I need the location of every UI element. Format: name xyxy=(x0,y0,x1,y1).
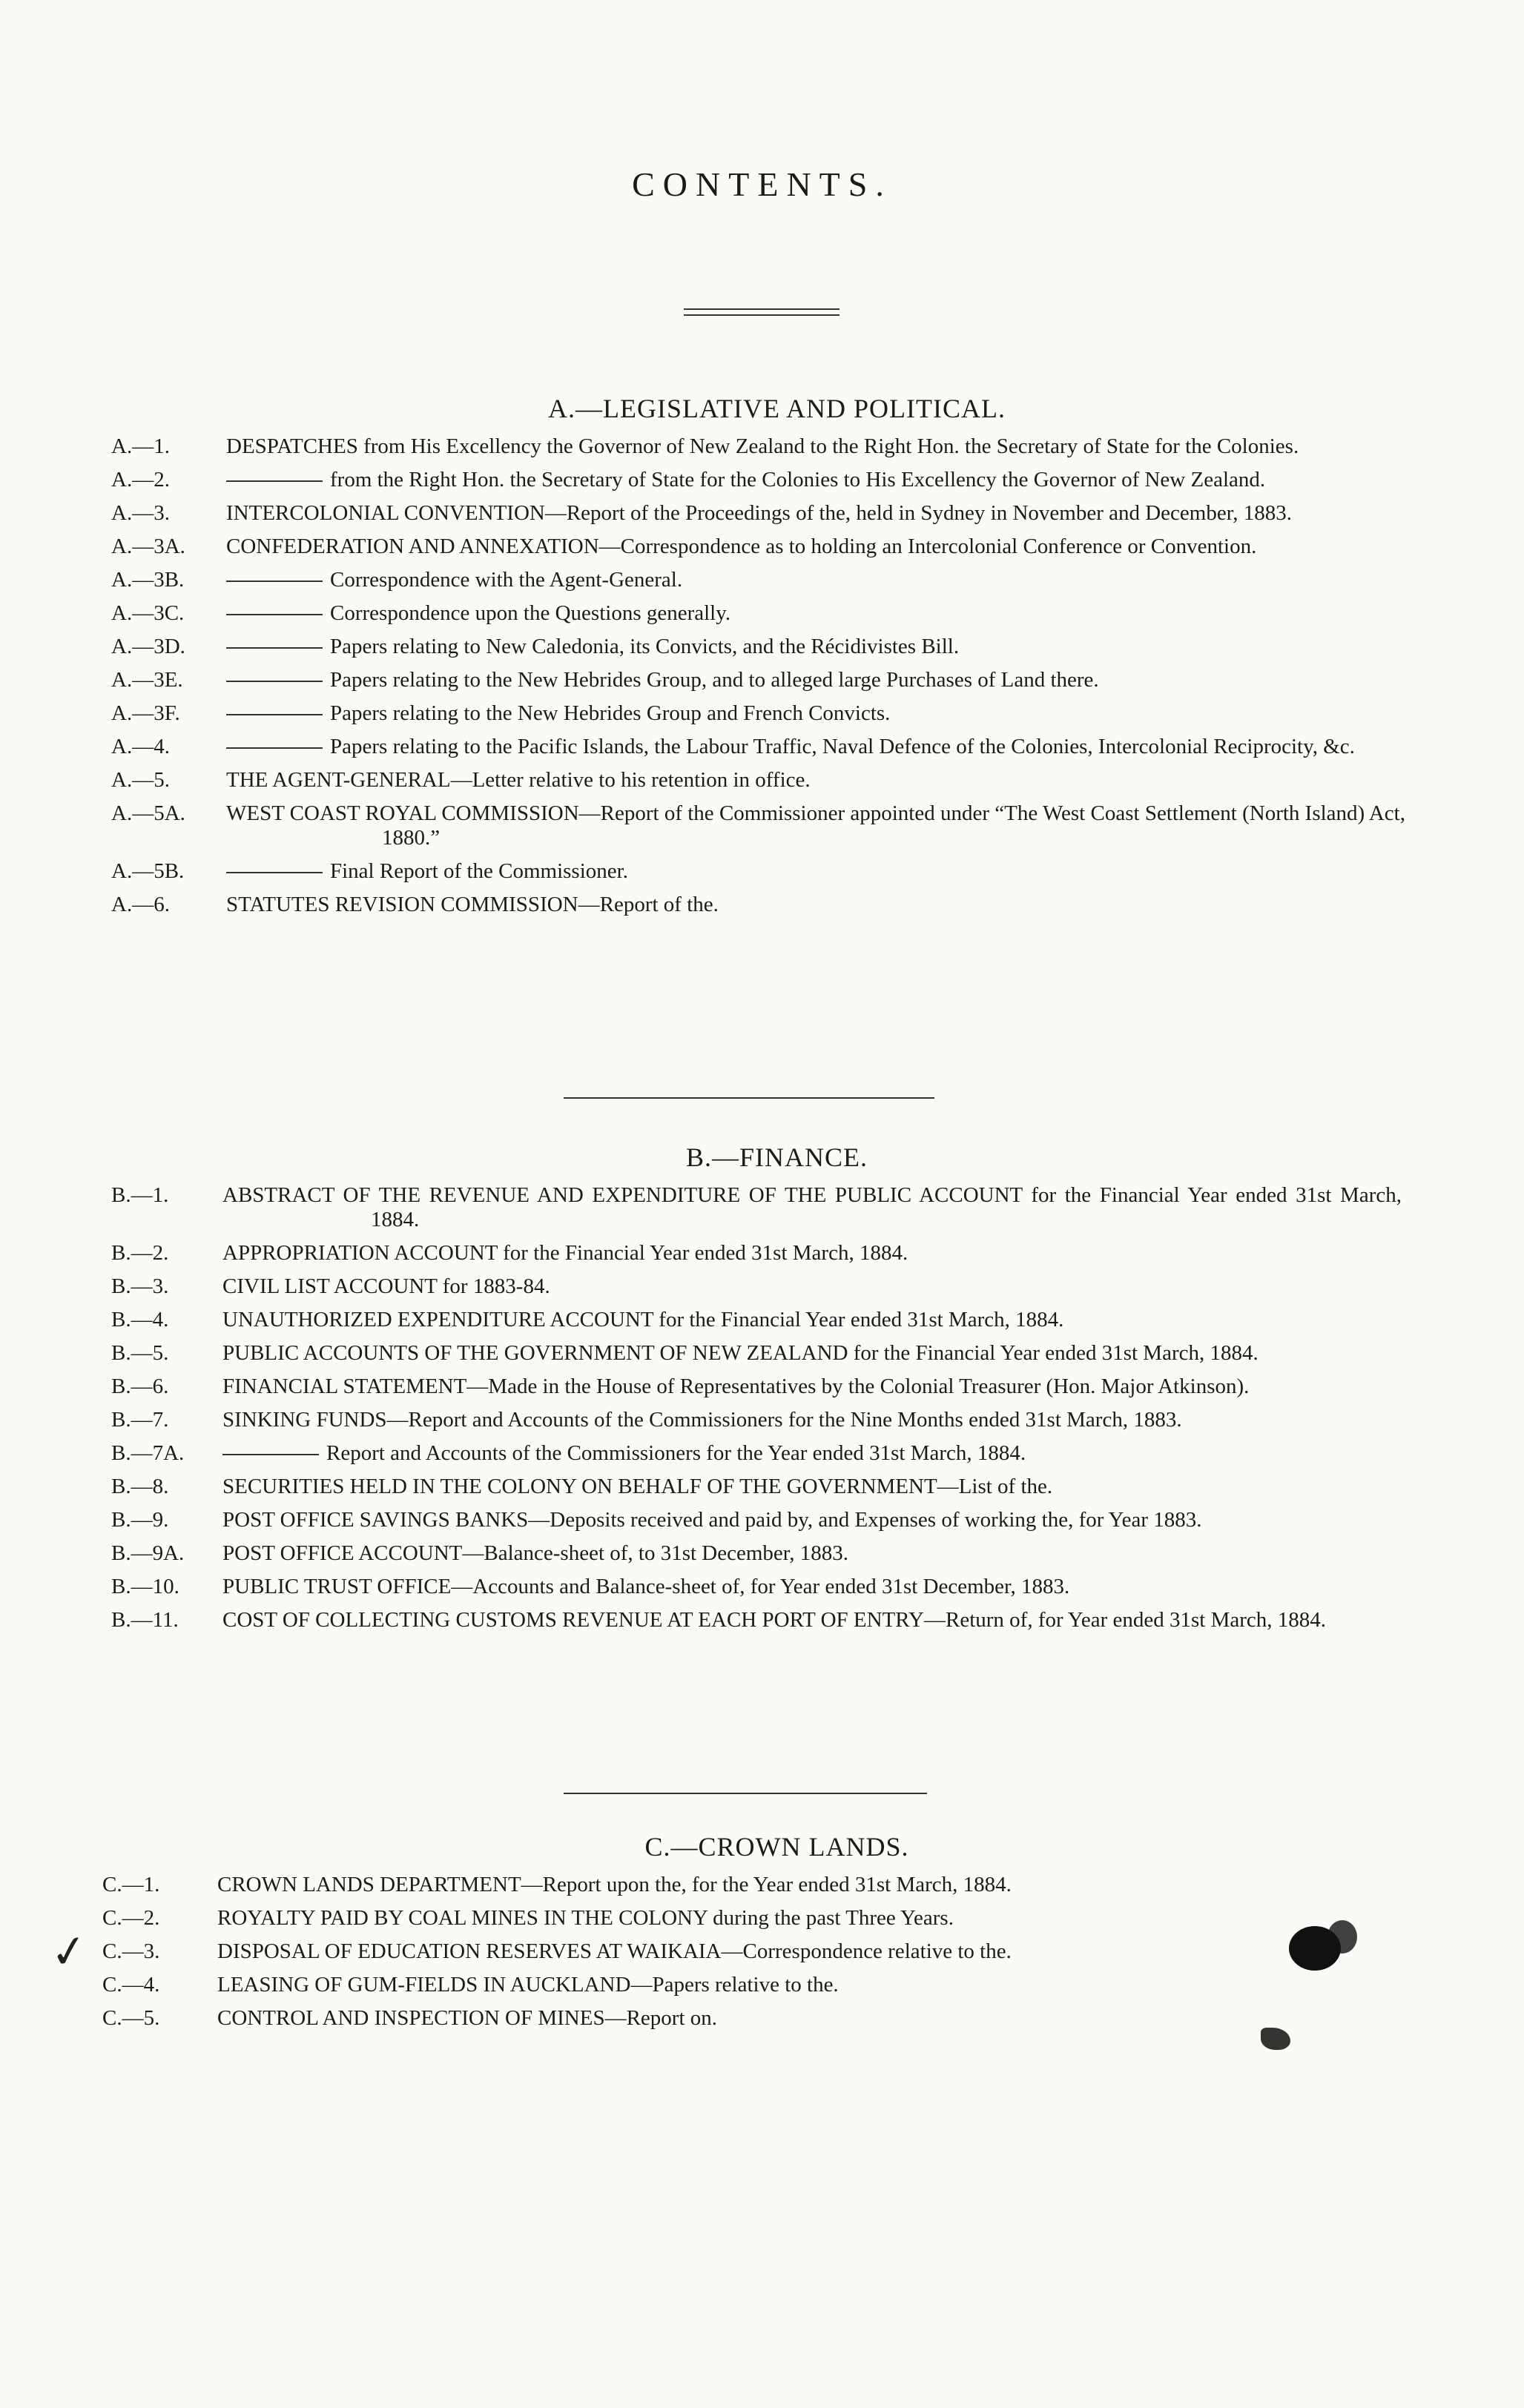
entry-text: STATUTES REVISION COMMISSION—Report of the. xyxy=(226,893,719,916)
title-rule-top xyxy=(684,308,839,310)
entry-text-block xyxy=(226,668,1405,692)
entry-code: B.—3. xyxy=(111,1274,169,1298)
entry-text: Correspondence with the Agent-General. xyxy=(330,568,683,592)
section-heading: A.—LEGISLATIVE AND POLITICAL. xyxy=(548,394,1006,423)
entry-text: Papers relating to the New Hebrides Group and French Convicts. xyxy=(330,701,891,725)
entry-text-block xyxy=(226,501,1405,526)
entry-text: THE AGENT-GENERAL—Letter relative to his retention in office. xyxy=(226,768,811,792)
entry-text-block xyxy=(226,701,1405,726)
entry-list xyxy=(0,434,1524,917)
entry-code: C.—5. xyxy=(102,2006,160,2030)
ditto-rule xyxy=(226,872,323,873)
entry-text: Papers relating to New Caledonia, its Convicts, and the Récidivistes Bill. xyxy=(330,635,960,658)
entry-code: C.—4. xyxy=(102,1973,160,1997)
entry-code: B.—7A. xyxy=(111,1441,185,1465)
entry-code: B.—7. xyxy=(111,1408,169,1432)
entry-text-block xyxy=(217,1973,1379,1997)
entry-text: LEASING OF GUM-FIELDS IN AUCKLAND—Papers relative to the. xyxy=(217,1973,839,1997)
entry-text: ROYALTY PAID BY COAL MINES IN THE COLONY during the past Three Years. xyxy=(217,1906,954,1930)
contents-entry xyxy=(0,434,1524,459)
contents-entry xyxy=(0,893,1524,917)
ditto-rule xyxy=(226,681,323,682)
entry-text: CIVIL LIST ACCOUNT for 1883-84. xyxy=(222,1274,550,1298)
entry-text: from the Right Hon. the Secretary of State for the Colonies to His Excellency the Governor of New Zealand. xyxy=(330,468,1266,492)
entry-code: C.—3. xyxy=(102,1939,160,1963)
entry-code: B.—6. xyxy=(111,1375,169,1398)
contents-entry xyxy=(0,1973,1524,1997)
entry-text-block xyxy=(217,2006,1379,2031)
entry-text: POST OFFICE ACCOUNT—Balance-sheet of, to 31st December, 1883. xyxy=(222,1541,849,1565)
contents-entry xyxy=(0,1873,1524,1897)
entry-code: B.—2. xyxy=(111,1241,169,1265)
entry-text: Final Report of the Commissioner. xyxy=(330,859,628,883)
entry-text: CONFEDERATION AND ANNEXATION—Correspondence as to holding an Intercolonial Conference or Convention. xyxy=(226,535,1257,558)
entry-text-block xyxy=(222,1241,1402,1266)
entry-text-block xyxy=(222,1541,1402,1566)
entry-text: SINKING FUNDS—Report and Accounts of the Commissioners for the Nine Months ended 31st March, 1883. xyxy=(222,1408,1182,1432)
contents-entry xyxy=(0,1308,1524,1332)
entry-text-block xyxy=(222,1408,1402,1432)
title-rule-bottom xyxy=(684,314,839,316)
entry-code: A.—3D. xyxy=(111,635,185,658)
entry-text-block xyxy=(222,1183,1402,1232)
entry-code: C.—2. xyxy=(102,1906,160,1930)
contents-entry xyxy=(0,1408,1524,1432)
contents-entry xyxy=(0,668,1524,692)
entry-text-block xyxy=(222,1608,1402,1633)
entry-text-block xyxy=(217,1873,1379,1897)
entry-text-block xyxy=(226,859,1405,884)
entry-text-block xyxy=(226,535,1405,559)
contents-entry xyxy=(0,1508,1524,1532)
check-mark-icon: ✓ xyxy=(47,1923,91,1981)
section-divider xyxy=(564,1097,934,1099)
entry-code: A.—5B. xyxy=(111,859,185,883)
entry-text-block xyxy=(226,893,1405,917)
contents-entry xyxy=(0,735,1524,759)
entry-text: APPROPRIATION ACCOUNT for the Financial Year ended 31st March, 1884. xyxy=(222,1241,908,1265)
entry-text: FINANCIAL STATEMENT—Made in the House of Representatives by the Colonial Treasurer (Hon. Major Atkinson). xyxy=(222,1375,1250,1398)
contents-entry xyxy=(0,1341,1524,1366)
ditto-rule xyxy=(226,480,323,482)
entry-text-block xyxy=(222,1341,1402,1366)
contents-entry xyxy=(0,1274,1524,1299)
entry-code: B.—10. xyxy=(111,1575,179,1598)
entry-code: B.—5. xyxy=(111,1341,169,1365)
contents-entry xyxy=(0,1475,1524,1499)
entry-code: B.—9A. xyxy=(111,1541,185,1565)
entry-text-block xyxy=(217,1939,1379,1964)
entry-code: A.—6. xyxy=(111,893,170,916)
entry-code: B.—9. xyxy=(111,1508,169,1532)
entry-code: A.—4. xyxy=(111,735,170,758)
entry-code: A.—2. xyxy=(111,468,170,492)
contents-entry xyxy=(0,468,1524,492)
entry-text: WEST COAST ROYAL COMMISSION—Report of the Commissioner appointed under “The West Coast Settlement (North Island) Act, 1880.” xyxy=(226,801,1405,850)
entry-code: A.—5A. xyxy=(111,801,185,825)
contents-entry xyxy=(0,859,1524,884)
ditto-rule xyxy=(226,747,323,749)
entry-text: PUBLIC ACCOUNTS OF THE GOVERNMENT OF NEW ZEALAND for the Financial Year ended 31st March, 1884. xyxy=(222,1341,1259,1365)
ditto-rule xyxy=(226,614,323,615)
contents-entry xyxy=(0,1575,1524,1599)
contents-entry xyxy=(0,1608,1524,1633)
entry-code: A.—3. xyxy=(111,501,170,525)
entry-text: CROWN LANDS DEPARTMENT—Report upon the, for the Year ended 31st March, 1884. xyxy=(217,1873,1012,1896)
entry-text-block xyxy=(222,1308,1402,1332)
section-finance xyxy=(0,1142,1524,1641)
ditto-rule xyxy=(222,1454,319,1455)
entry-text-block xyxy=(222,1575,1402,1599)
entry-text-block xyxy=(222,1441,1402,1466)
entry-text-block xyxy=(226,801,1405,850)
contents-entry xyxy=(0,601,1524,626)
entry-text: PUBLIC TRUST OFFICE—Accounts and Balance-sheet of, for Year ended 31st December, 1883. xyxy=(222,1575,1070,1598)
ditto-rule xyxy=(226,580,323,582)
contents-entry xyxy=(0,1241,1524,1266)
entry-text-block xyxy=(226,768,1405,793)
ink-blot-icon xyxy=(1327,1920,1357,1954)
contents-entry xyxy=(0,1906,1524,1931)
entry-text: SECURITIES HELD IN THE COLONY ON BEHALF OF THE GOVERNMENT—List of the. xyxy=(222,1475,1053,1498)
entry-code: B.—8. xyxy=(111,1475,169,1498)
contents-entry xyxy=(0,535,1524,559)
entry-text-block xyxy=(226,601,1405,626)
contents-entry xyxy=(0,1441,1524,1466)
entry-text: POST OFFICE SAVINGS BANKS—Deposits received and paid by, and Expenses of working the, for Year 1883. xyxy=(222,1508,1202,1532)
entry-text-block xyxy=(217,1906,1379,1931)
contents-entry xyxy=(0,1183,1524,1232)
entry-text-block xyxy=(222,1475,1402,1499)
entry-text-block xyxy=(226,468,1405,492)
entry-text-block xyxy=(226,635,1405,659)
entry-code: B.—4. xyxy=(111,1308,169,1332)
ditto-rule xyxy=(226,714,323,715)
entry-text: Report and Accounts of the Commissioners for the Year ended 31st March, 1884. xyxy=(326,1441,1026,1465)
entry-text-block xyxy=(222,1274,1402,1299)
contents-entry xyxy=(0,701,1524,726)
section-divider xyxy=(564,1793,927,1794)
section-legislative-political xyxy=(0,393,1524,926)
entry-code: A.—3F. xyxy=(111,701,180,725)
ditto-rule xyxy=(226,647,323,649)
section-heading: C.—CROWN LANDS. xyxy=(644,1832,909,1862)
entry-text: DISPOSAL OF EDUCATION RESERVES AT WAIKAIA—Correspondence relative to the. xyxy=(217,1939,1012,1963)
entry-text: Papers relating to the Pacific Islands, the Labour Traffic, Naval Defence of the Colonies, Intercolonial Reciprocity, &c. xyxy=(330,735,1355,758)
section-heading: B.—FINANCE. xyxy=(685,1142,868,1172)
entry-text-block xyxy=(226,568,1405,592)
contents-entry xyxy=(0,1541,1524,1566)
entry-text: Papers relating to the New Hebrides Group, and to alleged large Purchases of Land there. xyxy=(330,668,1099,692)
entry-text: Correspondence upon the Questions generally. xyxy=(330,601,731,625)
contents-entry xyxy=(0,1375,1524,1399)
contents-entry xyxy=(0,2006,1524,2031)
entry-code: A.—1. xyxy=(111,434,170,458)
entry-code: A.—3A. xyxy=(111,535,185,558)
entry-text-block xyxy=(226,434,1405,459)
entry-text: INTERCOLONIAL CONVENTION—Report of the Proceedings of the, held in Sydney in November and December, 1883. xyxy=(226,501,1292,525)
contents-entry xyxy=(0,768,1524,793)
entry-code: B.—1. xyxy=(111,1183,169,1207)
entry-text-block xyxy=(222,1508,1402,1532)
contents-entry xyxy=(0,635,1524,659)
entry-text: ABSTRACT OF THE REVENUE AND EXPENDITURE OF THE PUBLIC ACCOUNT for the Financial Year ended 31st March, 1884. xyxy=(222,1183,1402,1231)
entry-text: COST OF COLLECTING CUSTOMS REVENUE AT EACH PORT OF ENTRY—Return of, for Year ended 31st March, 1884. xyxy=(222,1608,1327,1632)
entry-code: B.—11. xyxy=(111,1608,179,1632)
entry-code: A.—3B. xyxy=(111,568,185,592)
contents-entry xyxy=(0,801,1524,850)
entry-text: CONTROL AND INSPECTION OF MINES—Report on. xyxy=(217,2006,717,2030)
entry-code: A.—5. xyxy=(111,768,170,792)
entry-code: C.—1. xyxy=(102,1873,160,1896)
entry-list xyxy=(0,1183,1524,1633)
contents-entry xyxy=(0,501,1524,526)
page-title: CONTENTS. xyxy=(632,165,892,203)
entry-text: DESPATCHES from His Excellency the Governor of New Zealand to the Right Hon. the Secretary of State for the Colonies. xyxy=(226,434,1299,458)
entry-text: UNAUTHORIZED EXPENDITURE ACCOUNT for the Financial Year ended 31st March, 1884. xyxy=(222,1308,1064,1332)
entry-code: A.—3E. xyxy=(111,668,183,692)
entry-text-block xyxy=(226,735,1405,759)
contents-entry xyxy=(0,568,1524,592)
entry-text-block xyxy=(222,1375,1402,1399)
entry-code: A.—3C. xyxy=(111,601,185,625)
